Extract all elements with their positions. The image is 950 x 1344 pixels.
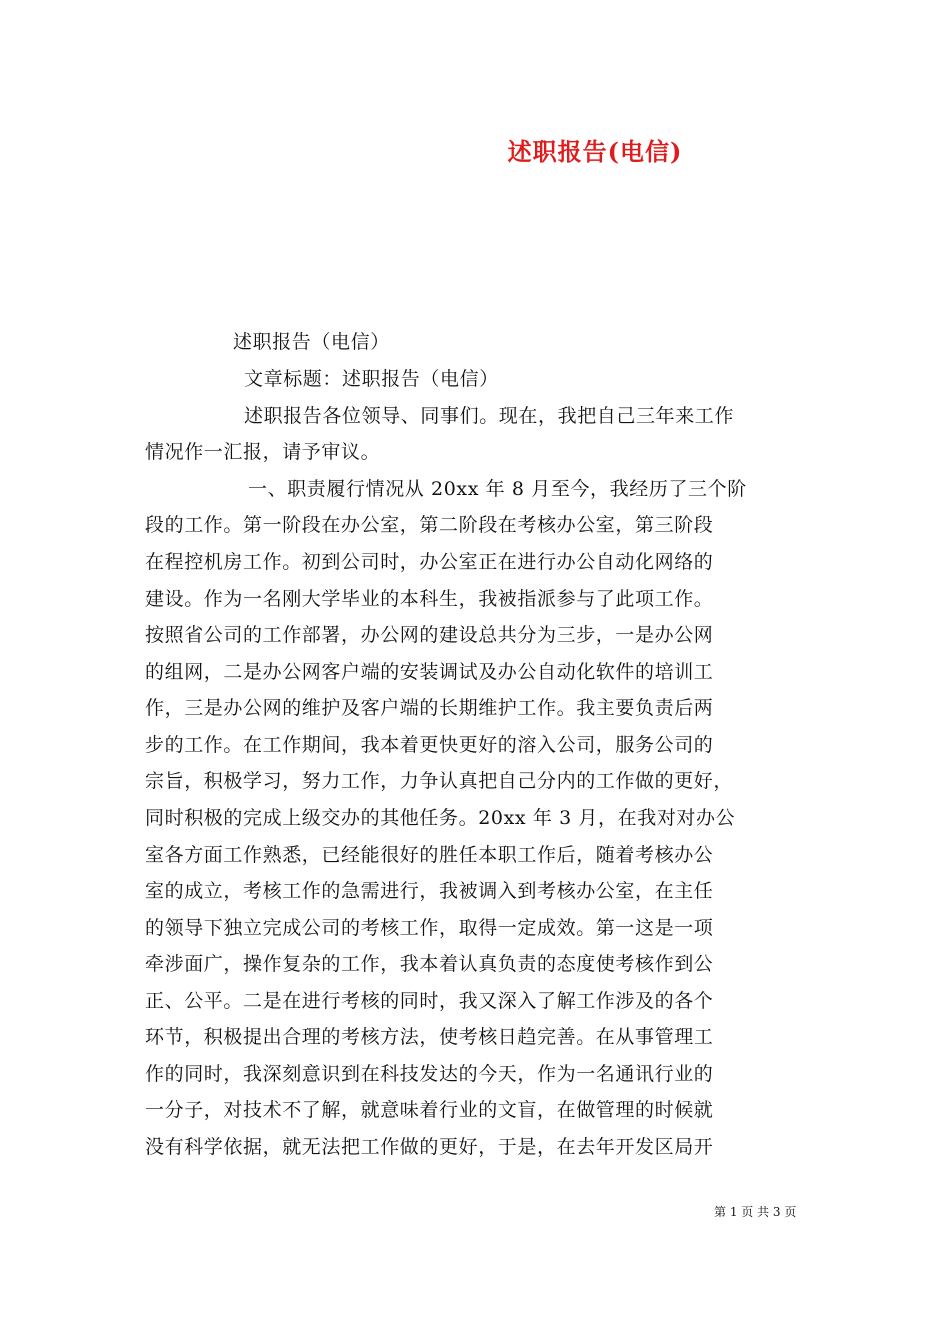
body-line: 没有科学依据，就无法把工作做的更好，于是，在去年开发区局开: [145, 1136, 714, 1158]
body-line: 牵涉面广，操作复杂的工作，我本着认真负责的态度使考核作到公: [145, 953, 714, 975]
body-line: 一、职责履行情况从 20xx 年 8 月至今，我经历了三个阶: [248, 478, 747, 500]
body-line: 室各方面工作熟悉，已经能很好的胜任本职工作后，随着考核办公: [145, 844, 714, 866]
body-line: 作的同时，我深刻意识到在科技发达的今天，作为一名通讯行业的: [145, 1063, 714, 1085]
body-line: 述职报告各位领导、同事们。现在，我把自己三年来工作: [244, 405, 735, 427]
body-line: 室的成立，考核工作的急需进行，我被调入到考核办公室，在主任: [145, 880, 714, 902]
body-line: 按照省公司的工作部署，办公网的建设总共分为三步，一是办公网: [145, 624, 714, 646]
body-line: 一分子，对技术不了解，就意味着行业的文盲，在做管理的时候就: [145, 1099, 714, 1121]
body-line: 宗旨，积极学习，努力工作，力争认真把自己分内的工作做的更好，: [145, 770, 734, 792]
body-line: 正、公平。二是在进行考核的同时，我又深入了解工作涉及的各个: [145, 990, 714, 1012]
page-number: 第 1 页 共 3 页: [714, 1205, 797, 1219]
body-line: 述职报告（电信）: [233, 331, 390, 353]
body-line: 同时积极的完成上级交办的其他任务。20xx 年 3 月，在我对对办公: [145, 807, 736, 829]
body-line: 文章标题：述职报告（电信）: [244, 368, 499, 390]
body-line: 情况作一汇报，请予审议。: [145, 441, 381, 463]
body-line: 作，三是办公网的维护及客户端的长期维护工作。我主要负责后两: [145, 697, 714, 719]
body-line: 建设。作为一名刚大学毕业的本科生，我被指派参与了此项工作。: [145, 588, 714, 610]
body-line: 的组网，二是办公网客户端的安装调试及办公自动化软件的培训工: [145, 661, 714, 683]
body-line: 在程控机房工作。初到公司时，办公室正在进行办公自动化网络的: [145, 551, 714, 573]
body-line: 环节，积极提出合理的考核方法，使考核日趋完善。在从事管理工: [145, 1026, 714, 1048]
body-line: 步的工作。在工作期间，我本着更快更好的溶入公司，服务公司的: [145, 734, 714, 756]
body-line: 的领导下独立完成公司的考核工作，取得一定成效。第一这是一项: [145, 917, 714, 939]
body-line: 段的工作。第一阶段在办公室，第二阶段在考核办公室，第三阶段: [145, 514, 714, 536]
page-title: 述职报告(电信): [507, 137, 683, 166]
